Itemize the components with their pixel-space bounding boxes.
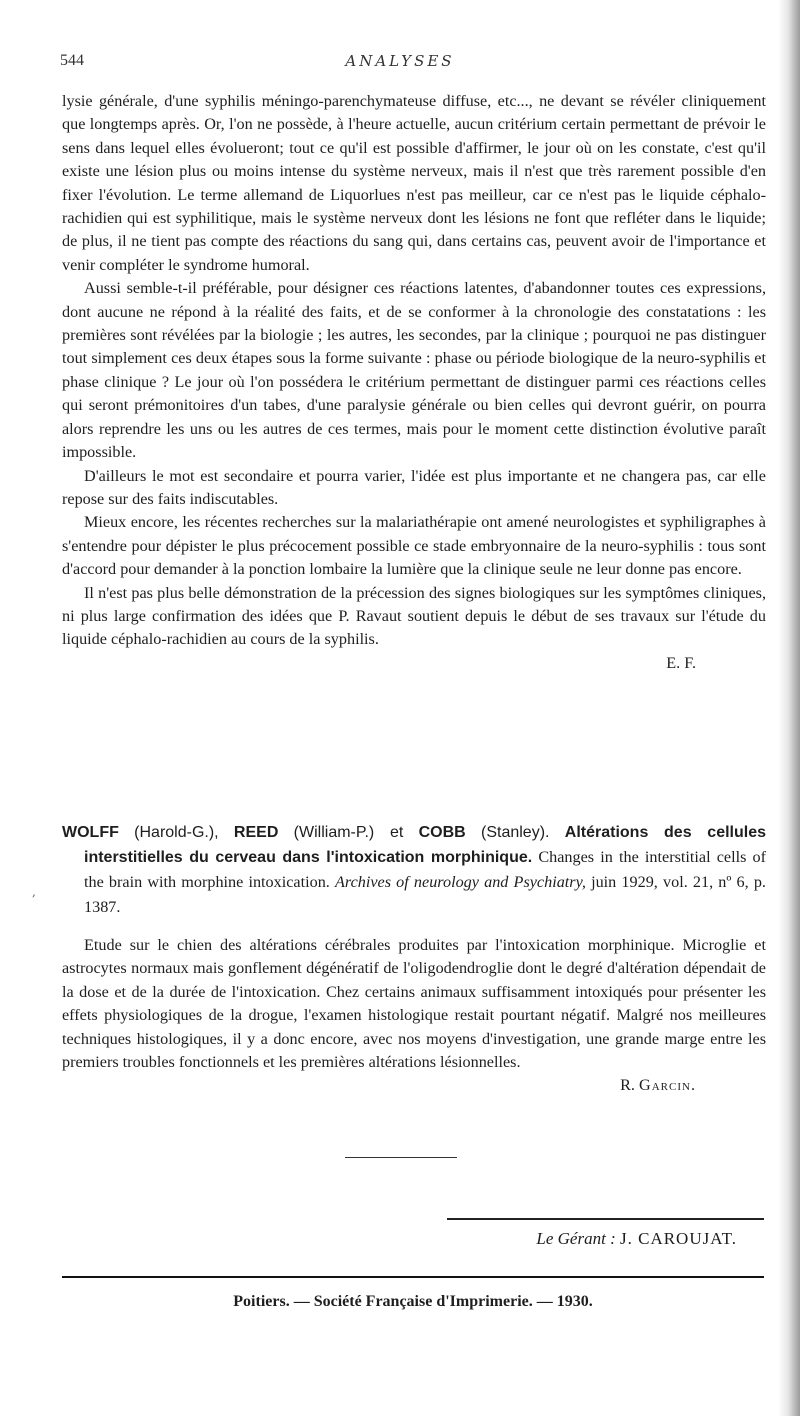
gerant-line (447, 1229, 737, 1249)
journal-name: Archives of neurology and Psychiatry, (335, 873, 586, 891)
footer-rule (62, 1276, 764, 1278)
english-title: Changes in the interstitial cells of the brain with morphine intoxication. (84, 848, 767, 891)
signature-garcin (62, 1074, 766, 1097)
section-divider (345, 1157, 457, 1158)
review-body-section (62, 934, 766, 1098)
author-reed: REED (233, 824, 279, 841)
gerant-rule (447, 1218, 764, 1220)
running-title: ANALYSES (345, 52, 455, 70)
paragraph: lysie générale, d'une syphilis méningo-parenchymateuse diffuse, etc..., ne devant se révéler cliniquement que longtemps après. Or, l'on ne possède, à l'heure actuelle, aucun critérium certain permettant de prévoir le sens dans lequel elles évolueront; tout ce qu'il est possible d'affirmer, le jour où on les constate, c'est qu'il existe une lésion plus ou moins intense du système nerveux, mais il n'est que très rarement possible d'en fixer l'évolution. Le terme allemand de Liquorlues n'est pas meilleur, car ce n'est pas le liquide céphalo-rachidien qui est syphilitique, mais le système nerveux dont les lésions ne font que refléter dans le liquide; de plus, il ne tient pas compte des réactions du sang qui, dans certains cas, peuvent avoir de l'importance et venir compléter le syndrome humoral. (62, 92, 766, 274)
author-cobb: COBB (418, 824, 466, 841)
gerant-label: Le Gérant : (536, 1229, 616, 1248)
french-title: Altérations des cellules interstitielles du cerveau dans l'intoxication morphinique. (84, 824, 766, 866)
gerant-name: J. CAROUJAT. (619, 1229, 737, 1248)
bibliographic-entry (62, 820, 766, 920)
citation-details: juin 1929, vol. 21, nº 6, p. 1387. (84, 873, 766, 916)
printer-imprint: Poitiers. — Société Française d'Imprimerie. — 1930. (233, 1293, 593, 1310)
page-number: 544 (60, 52, 84, 69)
paragraph: Il n'est pas plus belle démonstration de la précession des signes biologiques sur les symptômes cliniques, ni plus large confirmation des idées que P. Ravaut soutient depuis le début de ses travaux sur l'étude du liquide céphalo-rachidien au cours de la syphilis. (62, 583, 766, 649)
paragraph: Mieux encore, les récentes recherches sur la malariathérapie ont amené neurologistes et syphiligraphes à s'entendre pour dépister le plus précocement possible ce stade embryonnaire de la neuro-syphilis : tous sont d'accord pour demander à la ponction lombaire la lumière que la clinique seule ne leur donne pas encore. (62, 513, 766, 579)
author-cobb-given: (Stanley). (481, 824, 550, 841)
signature-initial: R. (620, 1076, 635, 1095)
paragraph: Aussi semble-t-il préférable, pour désigner ces réactions latentes, d'abandonner toutes ces expressions, dont aucune ne répond à la réalité des faits, et de se conformer à la chronologie des constatations : les premières sont révélées par la biologie ; les autres, les secondes, par la clinique ; pourquoi ne pas distinguer tout simplement ces deux étapes sous la forme suivante : phase ou période biologique de la neuro-syphilis et phase clinique ? Le jour où l'on possédera le critérium permettant de distinguer parmi ces réactions celles qui seront prémonitoires d'un tabes, d'une paralysie générale ou bien celles qui devront guérir, on pourra alors reprendre les uns ou les autres de ces termes, mais pour le moment cette distinction évolutive paraît impossible. (62, 279, 766, 462)
review-paragraph: Etude sur le chien des altérations cérébrales produites par l'intoxication morphinique. Microglie et astrocytes normaux mais gonflement dégénératif de l'oligodendroglie dont le degré d'altération dépendait de la dose et de la durée de l'intoxication. Chez certains animaux suffisamment intoxiqués pour présenter les effets physiologiques de la drogue, l'examen histologique restait pourtant négatif. Malgré nos meilleures techniques histologiques, il y a donc encore, avec nos moyens d'investigation, une grande marge entre les premiers troubles fonctionnels et les premières altérations lésionnelles. (62, 936, 766, 1072)
page-header (60, 52, 740, 76)
author-wolff: WOLFF (62, 824, 119, 841)
signature-ef: E. F. (666, 653, 696, 672)
author-wolff-given: (Harold-G.), (134, 824, 219, 841)
analysis-continued-section (62, 90, 766, 675)
signature-name: Garcin. (639, 1076, 696, 1095)
author-reed-given: (William-P.) et (293, 824, 404, 841)
page-edge-shadow (778, 0, 800, 1416)
margin-mark: , (32, 885, 36, 899)
paragraph: D'ailleurs le mot est secondaire et pourra varier, l'idée est plus importante et ne changera pas, car elle repose sur des faits indiscutables. (62, 466, 766, 508)
